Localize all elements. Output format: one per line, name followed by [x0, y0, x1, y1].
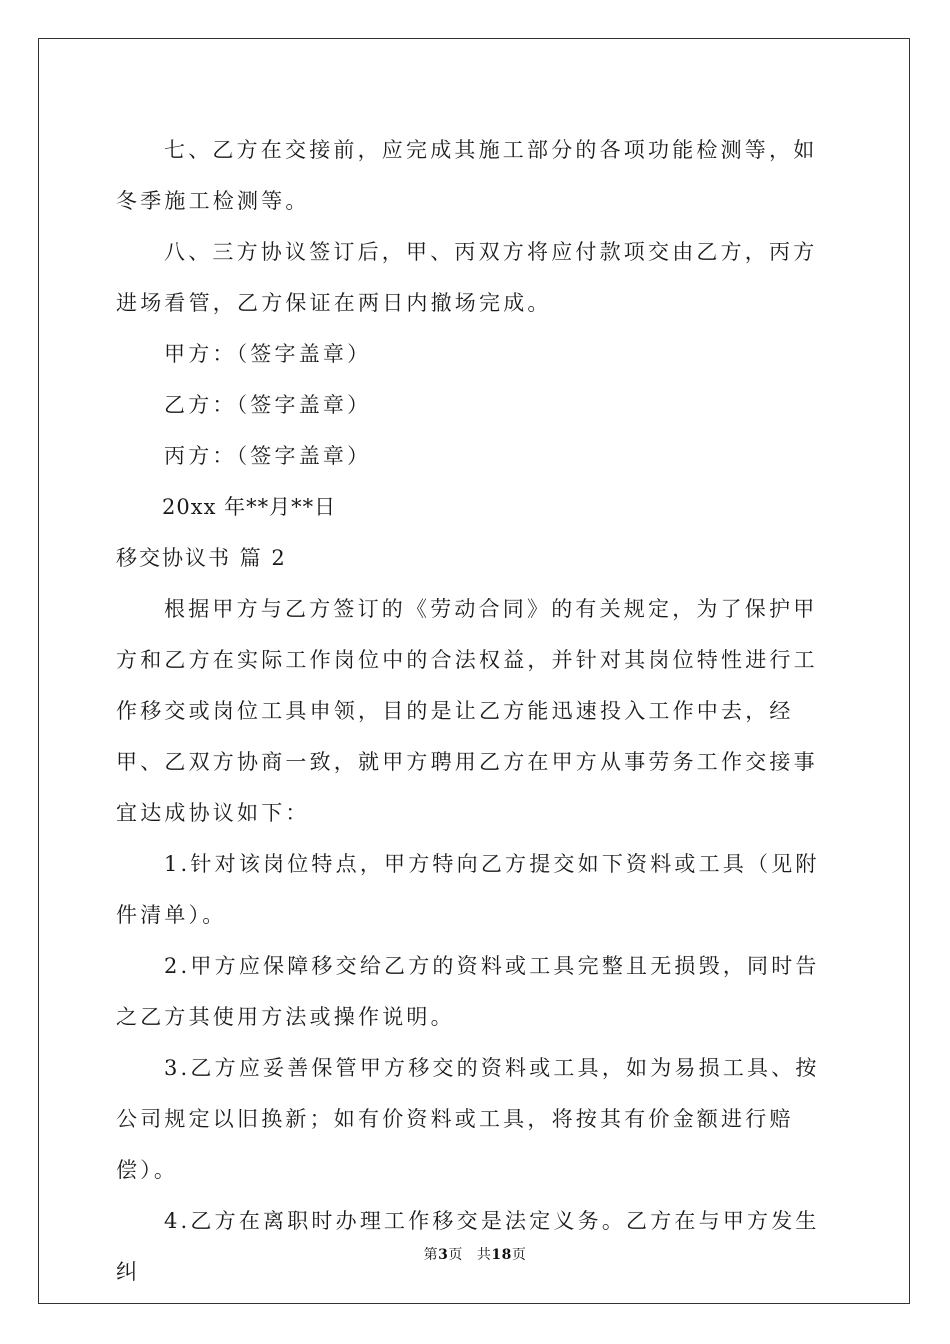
- signature-placeholder: （签字盖章）: [236, 342, 372, 366]
- signature-line-party-c: [116, 431, 836, 482]
- page-footer: [0, 1244, 950, 1264]
- page-mid: 页: [448, 1247, 463, 1263]
- signature-label: 甲方：: [164, 342, 237, 366]
- clause-3: 3.乙方应妥善保管甲方移交的资料或工具，如为易损工具、按公司规定以旧换新；如有价资料或工具，将按其有价金额进行赔偿）。: [116, 1056, 820, 1182]
- section-heading: 移交协议书 篇 2: [116, 546, 287, 570]
- page-total: 18: [491, 1247, 512, 1263]
- signature-placeholder: （签字盖章）: [236, 444, 372, 468]
- signature-line-party-a: [116, 329, 836, 380]
- paragraph-item-8: 八、三方协议签订后，甲、丙双方将应付款项交由乙方，丙方进场看管，乙方保证在两日内撤场完成。: [116, 240, 818, 315]
- signature-label: 乙方：: [164, 393, 237, 417]
- signing-date: 20xx 年**月**日: [162, 495, 337, 519]
- paragraph-preamble: 根据甲方与乙方签订的《劳动合同》的有关规定，为了保护甲方和乙方在实际工作岗位中的合法权益，并针对其岗位特性进行工作移交或岗位工具申领，目的是让乙方能迅速投入工作中去，经甲、乙双方协商一致，就甲方聘用乙方在甲方从事劳务工作交接事宜达成协议如下：: [116, 597, 818, 825]
- page-prefix: 第: [423, 1247, 439, 1263]
- clause-2: 2.甲方应保障移交给乙方的资料或工具完整且无损毁，同时告之乙方其使用方法或操作说明。: [116, 954, 820, 1029]
- signature-line-party-b: [116, 380, 836, 431]
- paragraph-item-7: 七、乙方在交接前，应完成其施工部分的各项功能检测等，如冬季施工检测等。: [116, 138, 818, 213]
- clause-4: 4.乙方在离职时办理工作移交是法定义务。乙方在与甲方发生纠: [116, 1209, 820, 1284]
- signature-placeholder: （签字盖章）: [236, 393, 372, 417]
- total-suffix: 页: [511, 1247, 527, 1263]
- total-prefix: 共: [476, 1247, 492, 1263]
- signature-label: 丙方：: [164, 444, 237, 468]
- page-current: 3: [438, 1247, 449, 1263]
- document-body: [116, 125, 836, 1298]
- clause-1: 1.针对该岗位特点，甲方特向乙方提交如下资料或工具（见附件清单）。: [116, 852, 820, 927]
